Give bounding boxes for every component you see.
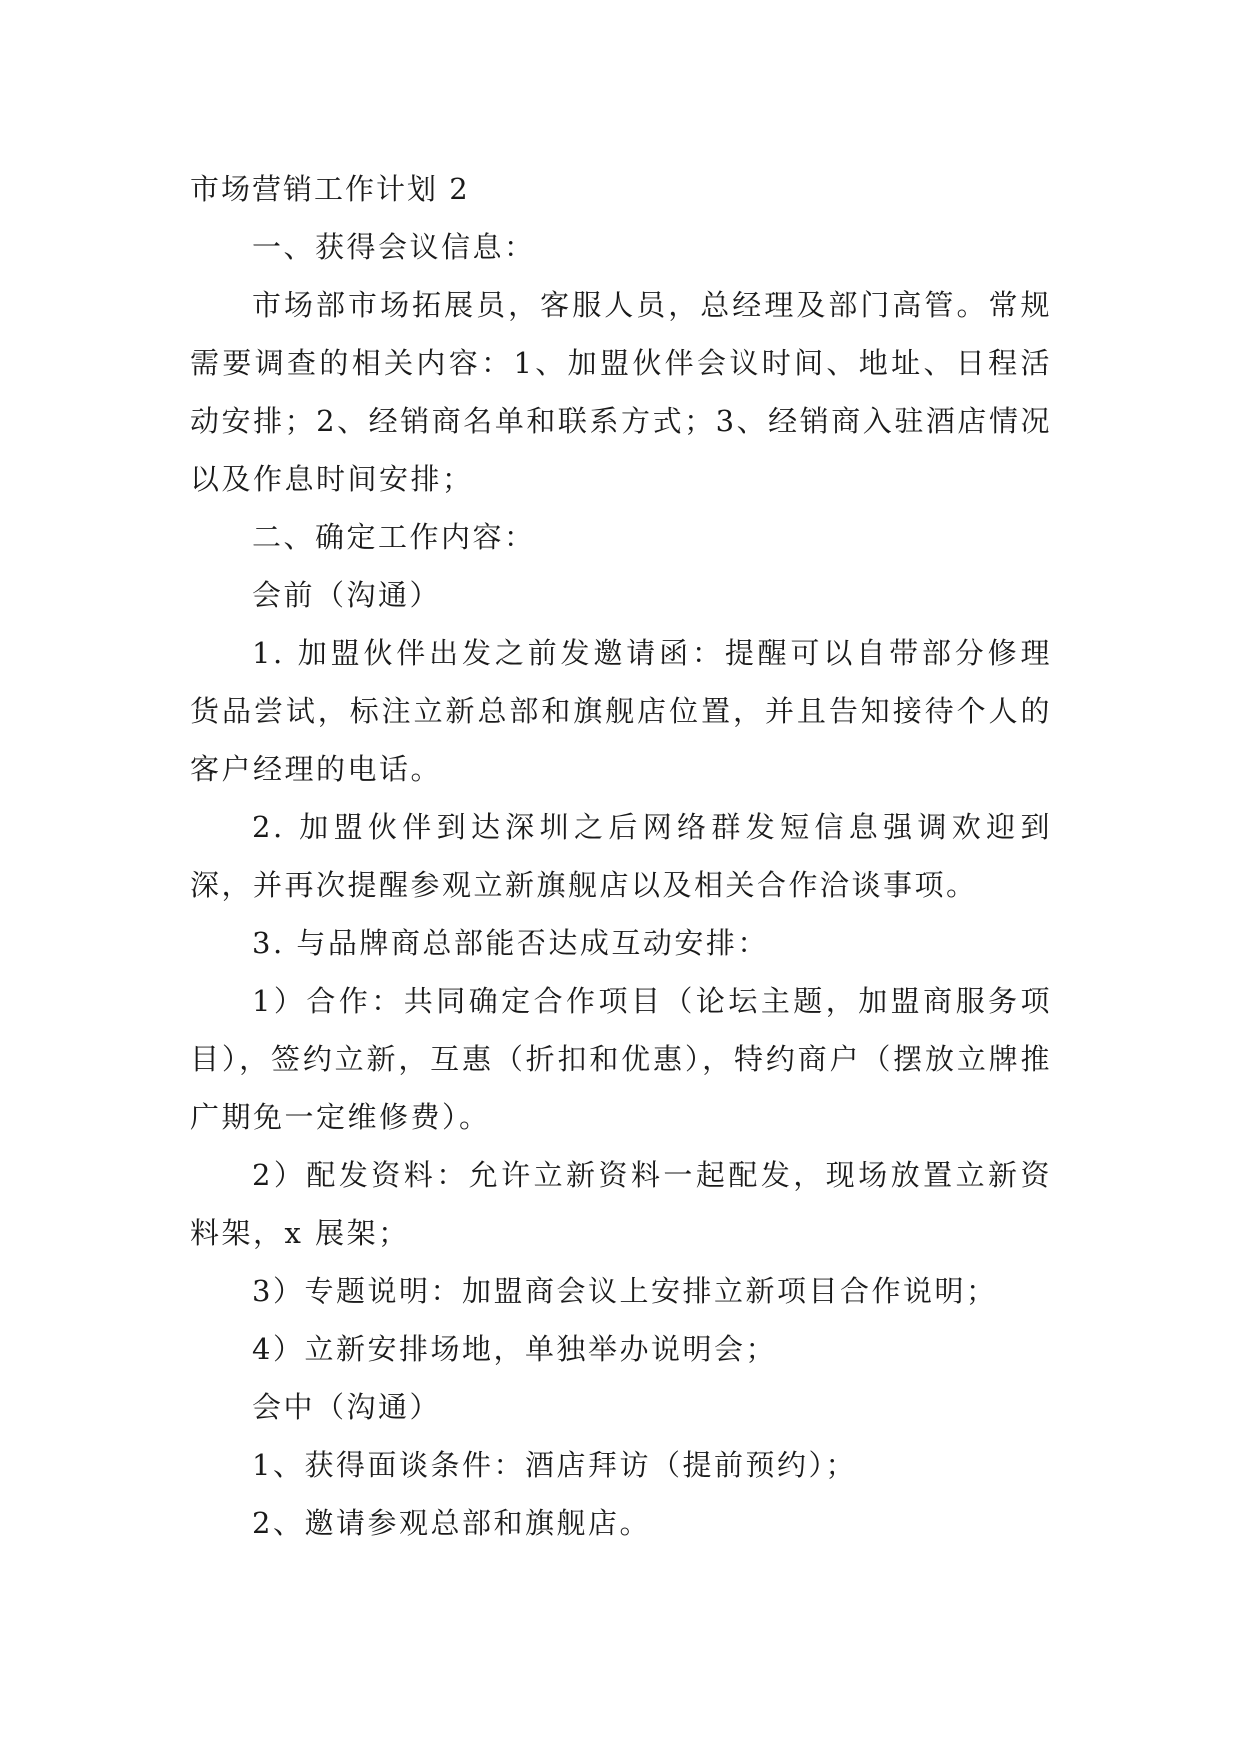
list-item-invitation: 1. 加盟伙伴出发之前发邀请函：提醒可以自带部分修理货品尝试，标注立新总部和旗舰店位置，并且告知接待个人的客户经理的电话。 [190, 636, 1052, 786]
paragraph-survey-content: 市场部市场拓展员，客服人员，总经理及部门高管。常规需要调查的相关内容：1、加盟伙伴会议时间、地址、日程活动安排；2、经销商名单和联系方式；3、经销商入驻酒店情况以及作息时间安排； [190, 288, 1052, 496]
list-item-venue: 4）立新安排场地，单独举办说明会； [252, 1332, 777, 1366]
subheading-before-meeting: 会前（沟通） [252, 578, 442, 612]
list-item-brand-interaction: 3. 与品牌商总部能否达成互动安排： [252, 926, 769, 960]
list-item-interview: 1、获得面谈条件：酒店拜访（提前预约）； [252, 1448, 857, 1482]
section-heading-work-content: 二、确定工作内容： [252, 520, 536, 554]
list-item-presentation: 3）专题说明：加盟商会议上安排立新项目合作说明； [252, 1274, 998, 1308]
list-item-visit-hq: 2、邀请参观总部和旗舰店。 [252, 1506, 651, 1540]
section-heading-obtain-info: 一、获得会议信息： [252, 230, 536, 264]
list-item-materials: 2）配发资料：允许立新资料一起配发，现场放置立新资料架，x 展架； [190, 1158, 1052, 1250]
list-item-cooperation: 1）合作：共同确定合作项目（论坛主题，加盟商服务项目），签约立新，互惠（折扣和优惠），特约商户（摆放立牌推广期免一定维修费）。 [190, 984, 1052, 1134]
document-body [190, 160, 1052, 1552]
subheading-during-meeting: 会中（沟通） [252, 1390, 442, 1424]
list-item-welcome-sms: 2. 加盟伙伴到达深圳之后网络群发短信息强调欢迎到深，并再次提醒参观立新旗舰店以及相关合作洽谈事项。 [190, 810, 1052, 902]
document-title: 市场营销工作计划 2 [190, 172, 470, 206]
